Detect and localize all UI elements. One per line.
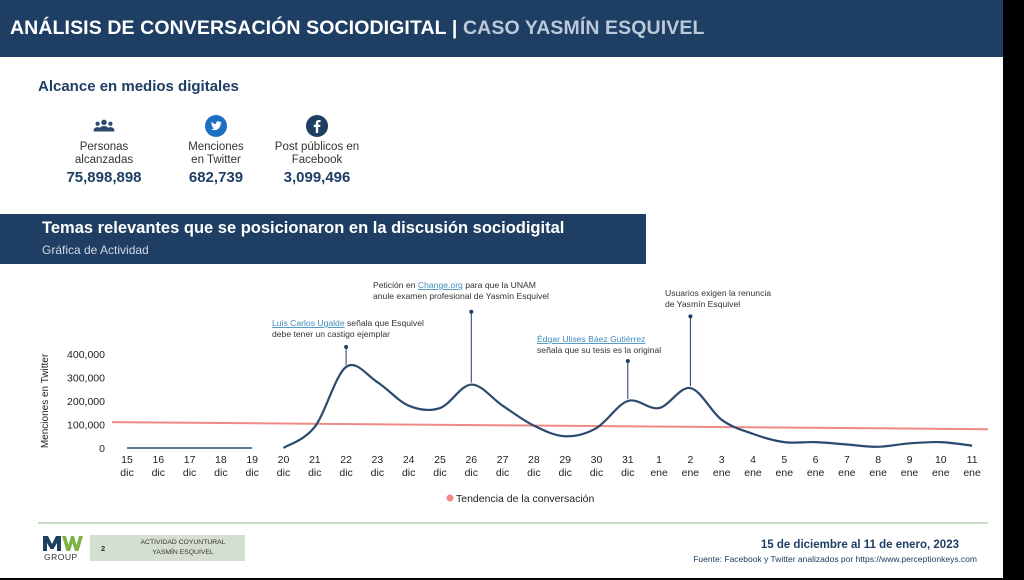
y-axis-label: Menciones en Twitter bbox=[40, 353, 51, 449]
twitter-icon bbox=[205, 115, 227, 137]
x-tick-month: dic bbox=[120, 467, 134, 479]
x-tick-month: ene bbox=[681, 467, 700, 479]
x-tick-month: ene bbox=[869, 467, 887, 479]
facebook-icon bbox=[306, 115, 328, 137]
legend-marker bbox=[447, 495, 454, 502]
x-tick-day: 25 bbox=[434, 454, 446, 466]
x-tick-day: 1 bbox=[656, 454, 663, 466]
metric-label-line2: Facebook bbox=[291, 154, 343, 166]
annotation-link[interactable]: Édgar Ulises Báez Gutiérrez bbox=[537, 334, 646, 344]
x-tick-month: ene bbox=[838, 467, 856, 479]
y-tick-label: 0 bbox=[99, 443, 105, 455]
date-range: 15 de diciembre al 11 de enero, 2023 bbox=[760, 539, 959, 551]
metric-label-line2: alcanzadas bbox=[74, 154, 134, 166]
annotation-link[interactable]: Change.org bbox=[417, 280, 463, 290]
x-tick-day: 16 bbox=[152, 454, 165, 466]
x-tick-month: ene bbox=[712, 467, 731, 479]
x-tick-month: dic bbox=[433, 467, 447, 479]
logo-text: GROUP bbox=[44, 552, 78, 562]
x-tick-day: 17 bbox=[183, 454, 196, 466]
x-tick-day: 10 bbox=[934, 454, 947, 466]
x-tick-day: 7 bbox=[843, 454, 850, 466]
x-tick-month: ene bbox=[932, 467, 950, 479]
x-tick-month: dic bbox=[401, 467, 416, 479]
annotation-text-line1 bbox=[537, 334, 645, 344]
annotation-text-line1 bbox=[373, 280, 536, 290]
x-tick-month: ene bbox=[900, 467, 919, 479]
page-number: 2 bbox=[101, 544, 106, 553]
metric-value: 682,739 bbox=[188, 169, 244, 186]
x-tick-month: dic bbox=[370, 467, 385, 479]
trend-line bbox=[112, 422, 988, 429]
reach-title: Alcance en medios digitales bbox=[38, 78, 239, 95]
x-tick-month: dic bbox=[151, 467, 166, 479]
x-tick-month: ene bbox=[775, 467, 794, 479]
x-tick-month: ene bbox=[650, 467, 668, 479]
annotation-suffix: señala que Esquivel bbox=[344, 318, 424, 328]
annotation-pin-dot bbox=[469, 310, 473, 314]
x-tick-day: 27 bbox=[496, 454, 509, 466]
x-tick-month: dic bbox=[339, 467, 353, 479]
annotation-prefix: Petición en bbox=[373, 280, 418, 290]
x-tick-day: 15 bbox=[121, 454, 133, 466]
metric-value: 75,898,898 bbox=[66, 169, 142, 186]
annotation-text-line2: anule examen profesional de Yasmín Esquivel bbox=[373, 291, 549, 301]
x-tick-month: dic bbox=[558, 467, 572, 479]
x-tick-day: 5 bbox=[781, 454, 788, 466]
metric-twitter bbox=[161, 115, 271, 186]
x-tick-month: dic bbox=[589, 467, 604, 479]
x-tick-day: 30 bbox=[590, 454, 603, 466]
y-tick-label: 100,000 bbox=[67, 419, 105, 432]
x-tick-month: dic bbox=[308, 467, 322, 479]
x-tick-month: ene bbox=[806, 467, 825, 479]
x-tick-day: 4 bbox=[750, 454, 756, 466]
annotation-pin-dot bbox=[688, 314, 692, 318]
annotation-pin-dot bbox=[626, 359, 630, 363]
x-tick-day: 22 bbox=[340, 454, 352, 466]
annotation-suffix: Usuarios exigen la renuncia bbox=[665, 288, 772, 298]
annotation-text-line2: debe tener un castigo ejemplar bbox=[272, 329, 391, 339]
x-tick-day: 29 bbox=[559, 454, 572, 466]
x-tick-month: dic bbox=[245, 467, 259, 479]
activity-chart bbox=[0, 264, 1003, 514]
x-tick-day: 8 bbox=[875, 454, 882, 466]
x-tick-month: ene bbox=[744, 467, 762, 479]
x-tick-day: 20 bbox=[277, 454, 290, 466]
metric-people bbox=[49, 115, 159, 186]
page-label-line2: YASMÍN ESQUIVEL bbox=[152, 548, 214, 556]
annotation-text-line2: de Yasmín Esquivel bbox=[665, 299, 741, 309]
metric-label-line1: Post públicos en bbox=[274, 141, 360, 153]
banner-title: Temas relevantes que se posicionaron en la discusión sociodigital bbox=[42, 219, 565, 237]
metric-value: 3,099,496 bbox=[283, 169, 351, 186]
metric-label-line1: Menciones bbox=[188, 141, 244, 153]
source-note: Fuente: Facebook y Twitter analizados por https://www.perceptionkeys.com bbox=[693, 554, 977, 564]
x-tick-day: 28 bbox=[528, 454, 540, 466]
legend-label: Tendencia de la conversación bbox=[456, 493, 595, 505]
x-tick-month: dic bbox=[214, 467, 228, 479]
x-tick-month: dic bbox=[182, 467, 197, 479]
x-tick-month: dic bbox=[621, 467, 635, 479]
metric-label-line1: Personas bbox=[79, 141, 129, 153]
people-icon bbox=[93, 115, 115, 137]
annotation-suffix: para que la UNAM bbox=[462, 280, 536, 290]
x-tick-day: 3 bbox=[718, 454, 725, 466]
banner-subtitle: Gráfica de Actividad bbox=[42, 243, 149, 257]
x-tick-day: 11 bbox=[966, 454, 978, 466]
title-separator: | bbox=[451, 17, 458, 39]
metric-label-line2: en Twitter bbox=[191, 154, 241, 166]
x-tick-day: 6 bbox=[812, 454, 819, 466]
annotation-text-line1 bbox=[272, 318, 424, 328]
x-tick-day: 21 bbox=[308, 454, 321, 466]
page-title bbox=[10, 17, 704, 40]
x-tick-day: 18 bbox=[215, 454, 227, 466]
annotation-pin-dot bbox=[344, 345, 348, 349]
x-tick-month: ene bbox=[963, 467, 981, 479]
x-tick-month: dic bbox=[527, 467, 541, 479]
page-label-line1: ACTIVIDAD COYUNTURAL bbox=[140, 539, 226, 546]
y-tick-label: 300,000 bbox=[67, 372, 105, 385]
page-label bbox=[128, 538, 238, 557]
x-tick-day: 2 bbox=[687, 454, 694, 466]
x-tick-day: 23 bbox=[371, 454, 384, 466]
x-tick-day: 19 bbox=[246, 454, 259, 466]
metric-facebook bbox=[262, 115, 372, 186]
x-tick-day: 31 bbox=[621, 454, 634, 466]
x-tick-month: dic bbox=[464, 467, 479, 479]
title-subtitle: CASO YASMÍN ESQUIVEL bbox=[462, 17, 705, 39]
footer-divider bbox=[38, 522, 988, 524]
annotation-link[interactable]: Luis Carlos Ugalde bbox=[272, 318, 345, 328]
x-tick-day: 24 bbox=[402, 454, 415, 466]
annotation-text-line2: señala que su tesis es la original bbox=[537, 345, 662, 355]
x-tick-month: dic bbox=[276, 467, 291, 479]
title-main: ANÁLISIS DE CONVERSACIÓN SOCIODIGITAL bbox=[10, 17, 447, 39]
x-tick-day: 26 bbox=[465, 454, 478, 466]
x-tick-day: 9 bbox=[906, 454, 913, 466]
x-tick-month: dic bbox=[495, 467, 510, 479]
annotation-text-line1 bbox=[665, 288, 771, 298]
y-tick-label: 400,000 bbox=[67, 349, 105, 361]
y-tick-label: 200,000 bbox=[67, 396, 105, 408]
